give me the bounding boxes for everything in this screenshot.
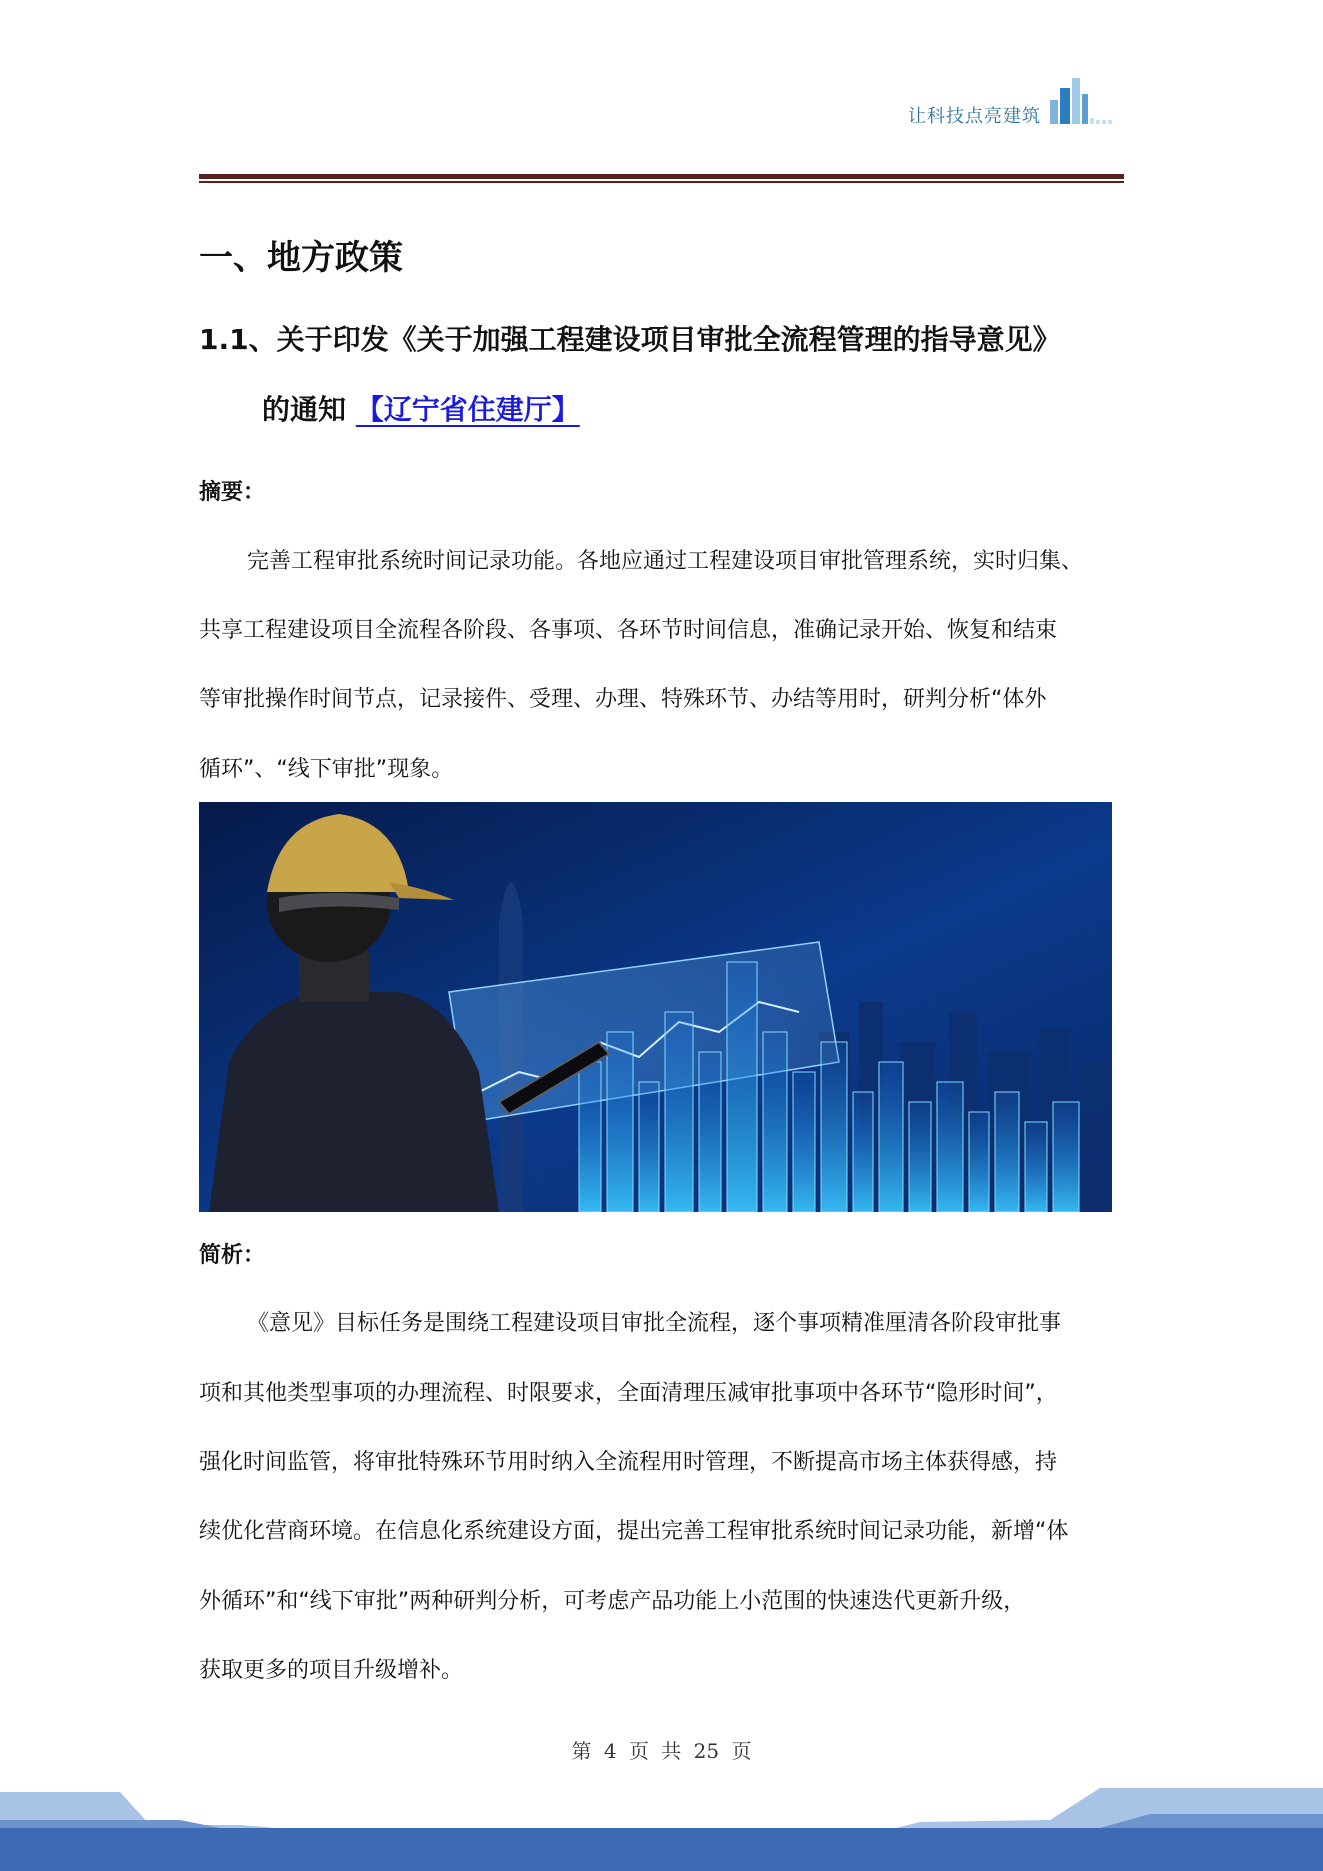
section-title: 一、地方政策	[199, 238, 403, 278]
analysis-line: 《意见》目标任务是围绕工程建设项目审批全流程，逐个事项精准厘清各阶段审批事	[247, 1311, 1062, 1336]
summary-line: 等审批操作时间节点，记录接件、受理、办理、特殊环节、办结等用时，研判分析“体外	[199, 687, 1047, 712]
analysis-label: 简析：	[199, 1243, 266, 1268]
analysis-line: 强化时间监管，将审批特殊环节用时纳入全流程用时管理，不断提高市场主体获得感，持	[199, 1450, 1058, 1475]
analysis-line: 续优化营商环境。在信息化系统建设方面，提出完善工程审批系统时间记录功能，新增“体	[199, 1519, 1069, 1544]
footer-band	[0, 1780, 1323, 1871]
sub-title-prefix: 的通知	[262, 393, 347, 426]
page-number: 第 4 页 共 25 页	[571, 1739, 752, 1763]
building-logo-icon	[1048, 74, 1114, 126]
analysis-line: 获取更多的项目升级增补。	[199, 1658, 464, 1683]
header-rule	[199, 174, 1124, 179]
header-slogan: 让科技点亮建筑	[908, 106, 1041, 127]
analysis-line: 项和其他类型事项的办理流程、时限要求，全面清理压减审批事项中各环节“隐形时间”，	[199, 1381, 1058, 1406]
header-rule-thin	[199, 181, 1124, 183]
sub-title-line-2	[262, 388, 580, 428]
summary-line: 循环”、“线下审批”现象。	[199, 757, 454, 782]
summary-line: 完善工程审批系统时间记录功能。各地应通过工程建设项目审批管理系统，实时归集、	[247, 549, 1084, 574]
summary-label: 摘要：	[199, 480, 266, 505]
sub-title-line-1: 1.1、关于印发《关于加强工程建设项目审批全流程管理的指导意见》	[199, 323, 1061, 356]
analysis-line: 外循环”和“线下审批”两种研判分析，可考虑产品功能上小范围的快速迭代更新升级，	[199, 1589, 1026, 1614]
source-link[interactable]: 【辽宁省住建厅】	[355, 393, 580, 426]
summary-line: 共享工程建设项目全流程各阶段、各事项、各环节时间信息，准确记录开始、恢复和结束	[199, 618, 1058, 643]
engineer-city-illustration	[199, 802, 1112, 1212]
